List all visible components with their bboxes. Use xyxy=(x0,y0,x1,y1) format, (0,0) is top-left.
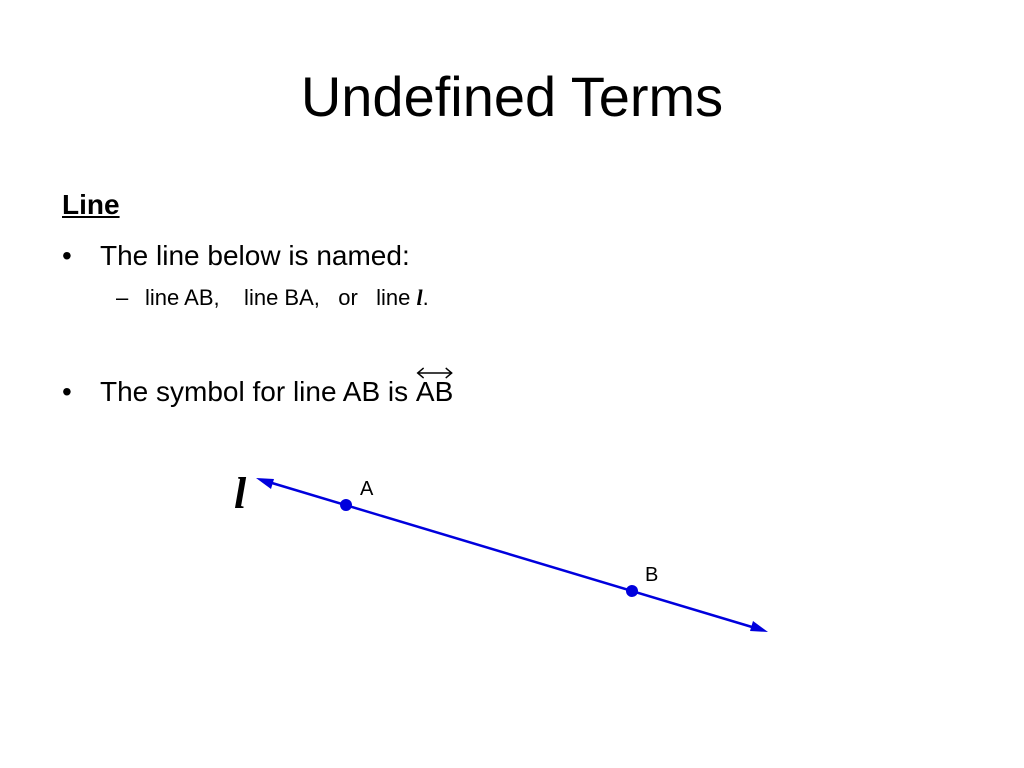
line-ab-letters: AB xyxy=(415,376,454,407)
arrowhead-right-icon xyxy=(750,621,768,632)
bullet-text: The line below is named: xyxy=(100,240,410,271)
bullet-marker: • xyxy=(62,376,72,407)
point-a-dot xyxy=(340,499,352,511)
line-name-label: l xyxy=(234,469,247,518)
line-l-symbol: l xyxy=(416,285,423,310)
arrowhead-left-icon xyxy=(256,478,274,489)
line-ab xyxy=(262,480,762,630)
point-b-dot xyxy=(626,585,638,597)
sub-bullet-period: . xyxy=(422,285,429,310)
sub-bullet-marker: – xyxy=(116,285,129,310)
section-heading: Line xyxy=(62,189,120,220)
slide-title: Undefined Terms xyxy=(300,65,724,128)
point-b-label: B xyxy=(645,564,659,586)
sub-bullet-text: line AB, line BA, or line xyxy=(145,285,417,310)
bullet-marker: • xyxy=(62,240,72,271)
bullet-text: The symbol for line AB is xyxy=(100,376,416,407)
point-a-label: A xyxy=(360,478,374,500)
